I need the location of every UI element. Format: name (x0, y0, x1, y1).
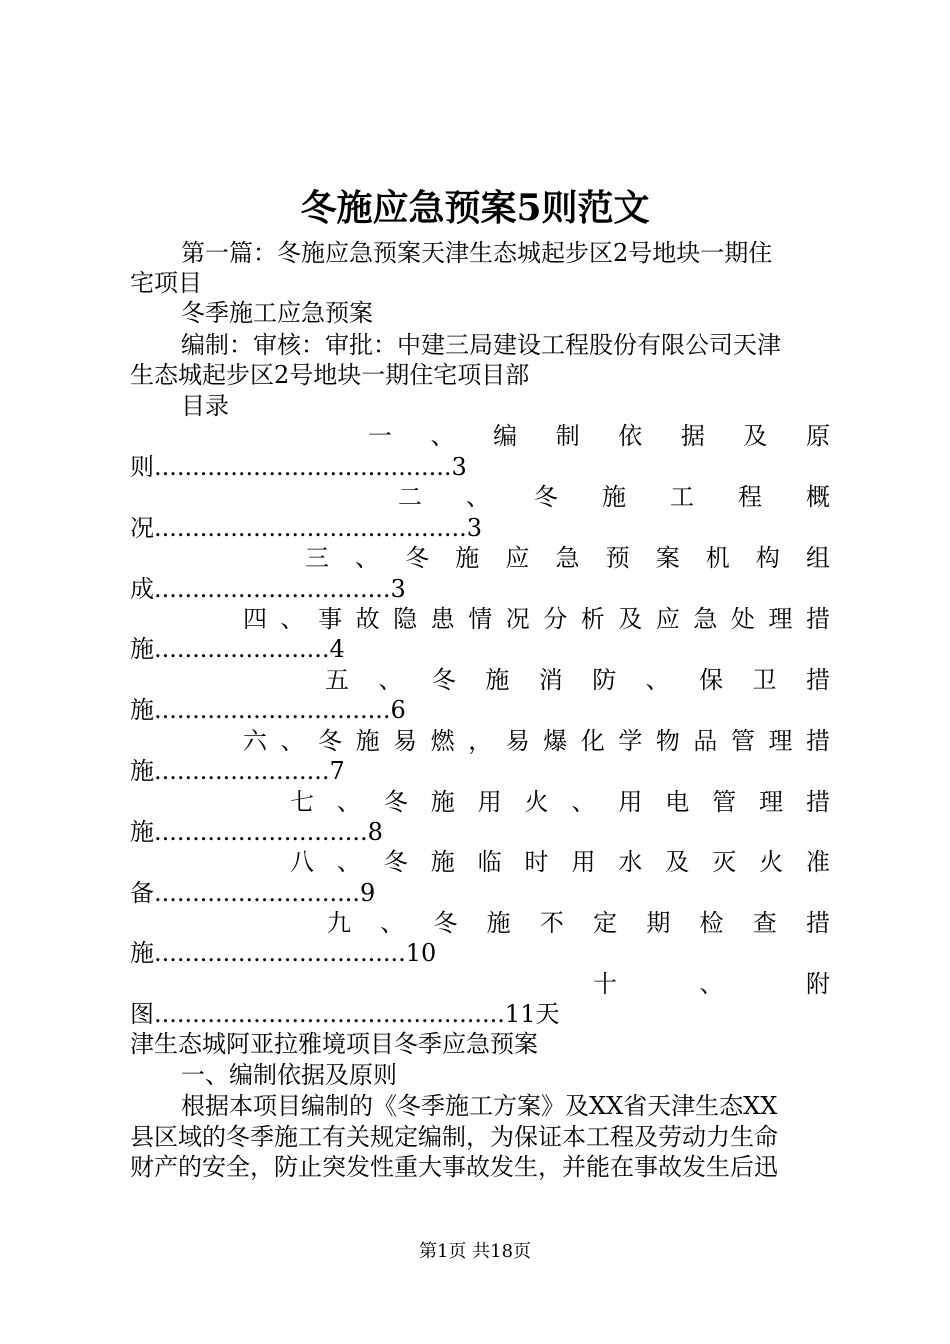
document-title: 冬施应急预案5则范文 (300, 187, 650, 229)
toc-entry: 二 、 冬 施 工 程 概 (398, 483, 830, 511)
text-line: 第一篇：冬施应急预案天津生态城起步区2号地块一期住 (181, 239, 773, 267)
toc-entry: 九 、 冬 施 不 定 期 检 查 措 (327, 909, 830, 937)
toc-leader: 况.........................................3 (130, 514, 483, 542)
toc-leader: 施...............................6 (130, 696, 406, 724)
toc-entry: 十 、 附 (593, 970, 830, 998)
text-line: 津生态城阿亚拉雅境项目冬季应急预案 (130, 1030, 538, 1058)
toc-entry: 三 、 冬 施 应 急 预 案 机 构 组 (305, 544, 830, 572)
text-line: 财产的安全，防止突发性重大事故发生，并能在事故发生后迅 (130, 1153, 778, 1181)
toc-leader: 成...............................3 (130, 575, 406, 603)
page-footer: 第1页 共18页 (418, 1241, 532, 1262)
text-line: 生态城起步区2号地块一期住宅项目部 (130, 361, 530, 389)
toc-leader: 备...........................9 (130, 879, 376, 907)
toc-entry: 八 、 冬 施 临 时 用 水 及 灭 火 准 (290, 848, 830, 876)
toc-leader: 施.......................4 (130, 635, 345, 663)
toc-leader: 图..............................................11天 (130, 1000, 560, 1028)
toc-entry: 七 、 冬 施 用 火 、 用 电 管 理 措 (290, 788, 830, 816)
toc-leader: 施............................8 (130, 818, 383, 846)
toc-entry: 四 、 事 故 隐 患 情 况 分 析 及 应 急 处 理 措 (243, 605, 830, 633)
text-line: 冬季施工应急预案 (181, 299, 373, 327)
toc-entry: 五 、 冬 施 消 防 、 保 卫 措 (325, 666, 830, 694)
toc-entry: 一 、 编 制 依 据 及 原 (368, 422, 830, 450)
toc-leader: 施.......................7 (130, 757, 345, 785)
text-line: 县区域的冬季施工有关规定编制，为保证本工程及劳动力生命 (130, 1123, 778, 1151)
toc-leader: 施.................................10 (130, 939, 437, 967)
text-line: 宅项目 (130, 269, 202, 297)
toc-heading: 目录 (181, 392, 229, 420)
toc-entry: 六 、 冬 施 易 燃 ， 易 爆 化 学 物 品 管 理 措 (243, 727, 830, 755)
toc-leader: 则.......................................3 (130, 453, 467, 481)
text-line: 根据本项目编制的《冬季施工方案》及XX省天津生态XX (181, 1092, 778, 1120)
section-heading: 一、编制依据及原则 (181, 1061, 397, 1089)
text-line: 编制：审核：审批：中建三局建设工程股份有限公司天津 (181, 331, 781, 359)
